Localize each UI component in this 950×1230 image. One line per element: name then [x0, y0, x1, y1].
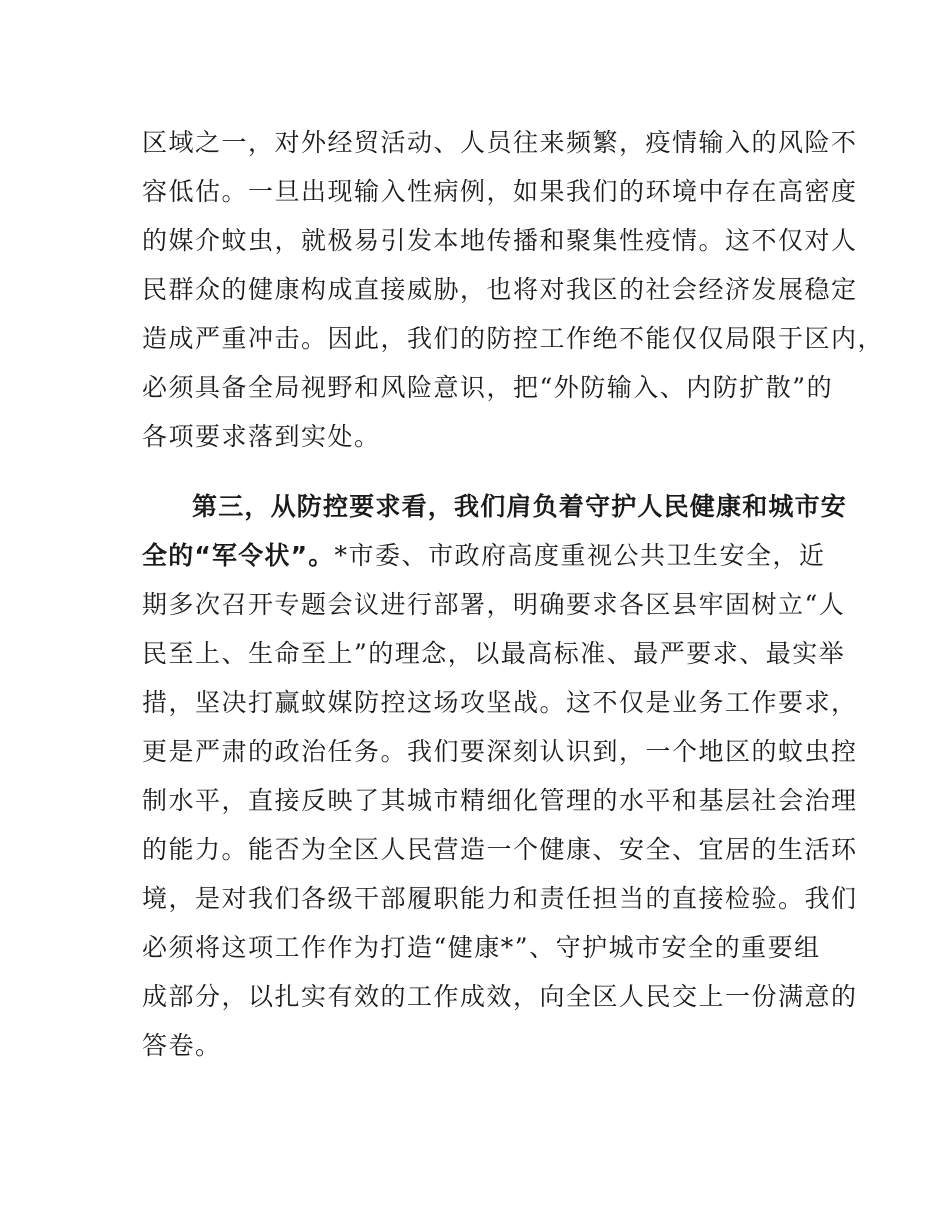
text-line-mixed: [142, 539, 826, 573]
text-line: 成部分，以扎实有效的工作成效，向全区人民交上一份满意的: [142, 982, 858, 1011]
text-line: 更是严肃的政治任务。我们要深刻认识到，一个地区的蚊虫控: [142, 737, 858, 766]
text-line: 期多次召开专题会议进行部署，明确要求各区县牢固树立“人: [142, 590, 846, 619]
text-line: 必须具备全局视野和风险意识，把“外防输入、内防扩散”的: [142, 373, 834, 402]
section-heading: 第三，从防控要求看，我们肩负着守护人民健康和城市安: [192, 492, 848, 521]
text-line: 各项要求落到实处。: [142, 422, 381, 451]
text-line: 的媒介蚊虫，就极易引发本地传播和聚集性疫情。这不仅对人: [142, 226, 858, 255]
text-line: 的能力。能否为全区人民营造一个健康、安全、宜居的生活环: [142, 835, 858, 864]
text-line: 措，坚决打赢蚊媒防控这场攻坚战。这不仅是业务工作要求，: [142, 688, 858, 717]
text-line: 必须将这项工作作为打造“健康*”、守护城市安全的重要组: [142, 933, 821, 962]
section-heading-continued: 全的“军令状”。: [142, 541, 335, 570]
text-line: 境，是对我们各级干部履职能力和责任担当的直接检验。我们: [142, 884, 858, 913]
text-line: 民群众的健康构成直接威胁，也将对我区的社会经济发展稳定: [142, 275, 858, 304]
text-fragment: *市委、市政府高度重视公共卫生安全，近: [334, 541, 826, 570]
text-line: 制水平，直接反映了其城市精细化管理的水平和基层社会治理: [142, 786, 858, 815]
text-line: 民至上、生命至上”的理念，以最高标准、最严要求、最实举: [142, 639, 846, 668]
text-line: 容低估。一旦出现输入性病例，如果我们的环境中存在高密度: [142, 177, 858, 206]
text-line: 答卷。: [142, 1031, 222, 1060]
text-line: 造成严重冲击。因此，我们的防控工作绝不能仅仅局限于区内，: [142, 324, 885, 353]
text-line: 区域之一，对外经贸活动、人员往来频繁，疫情输入的风险不: [142, 128, 858, 157]
